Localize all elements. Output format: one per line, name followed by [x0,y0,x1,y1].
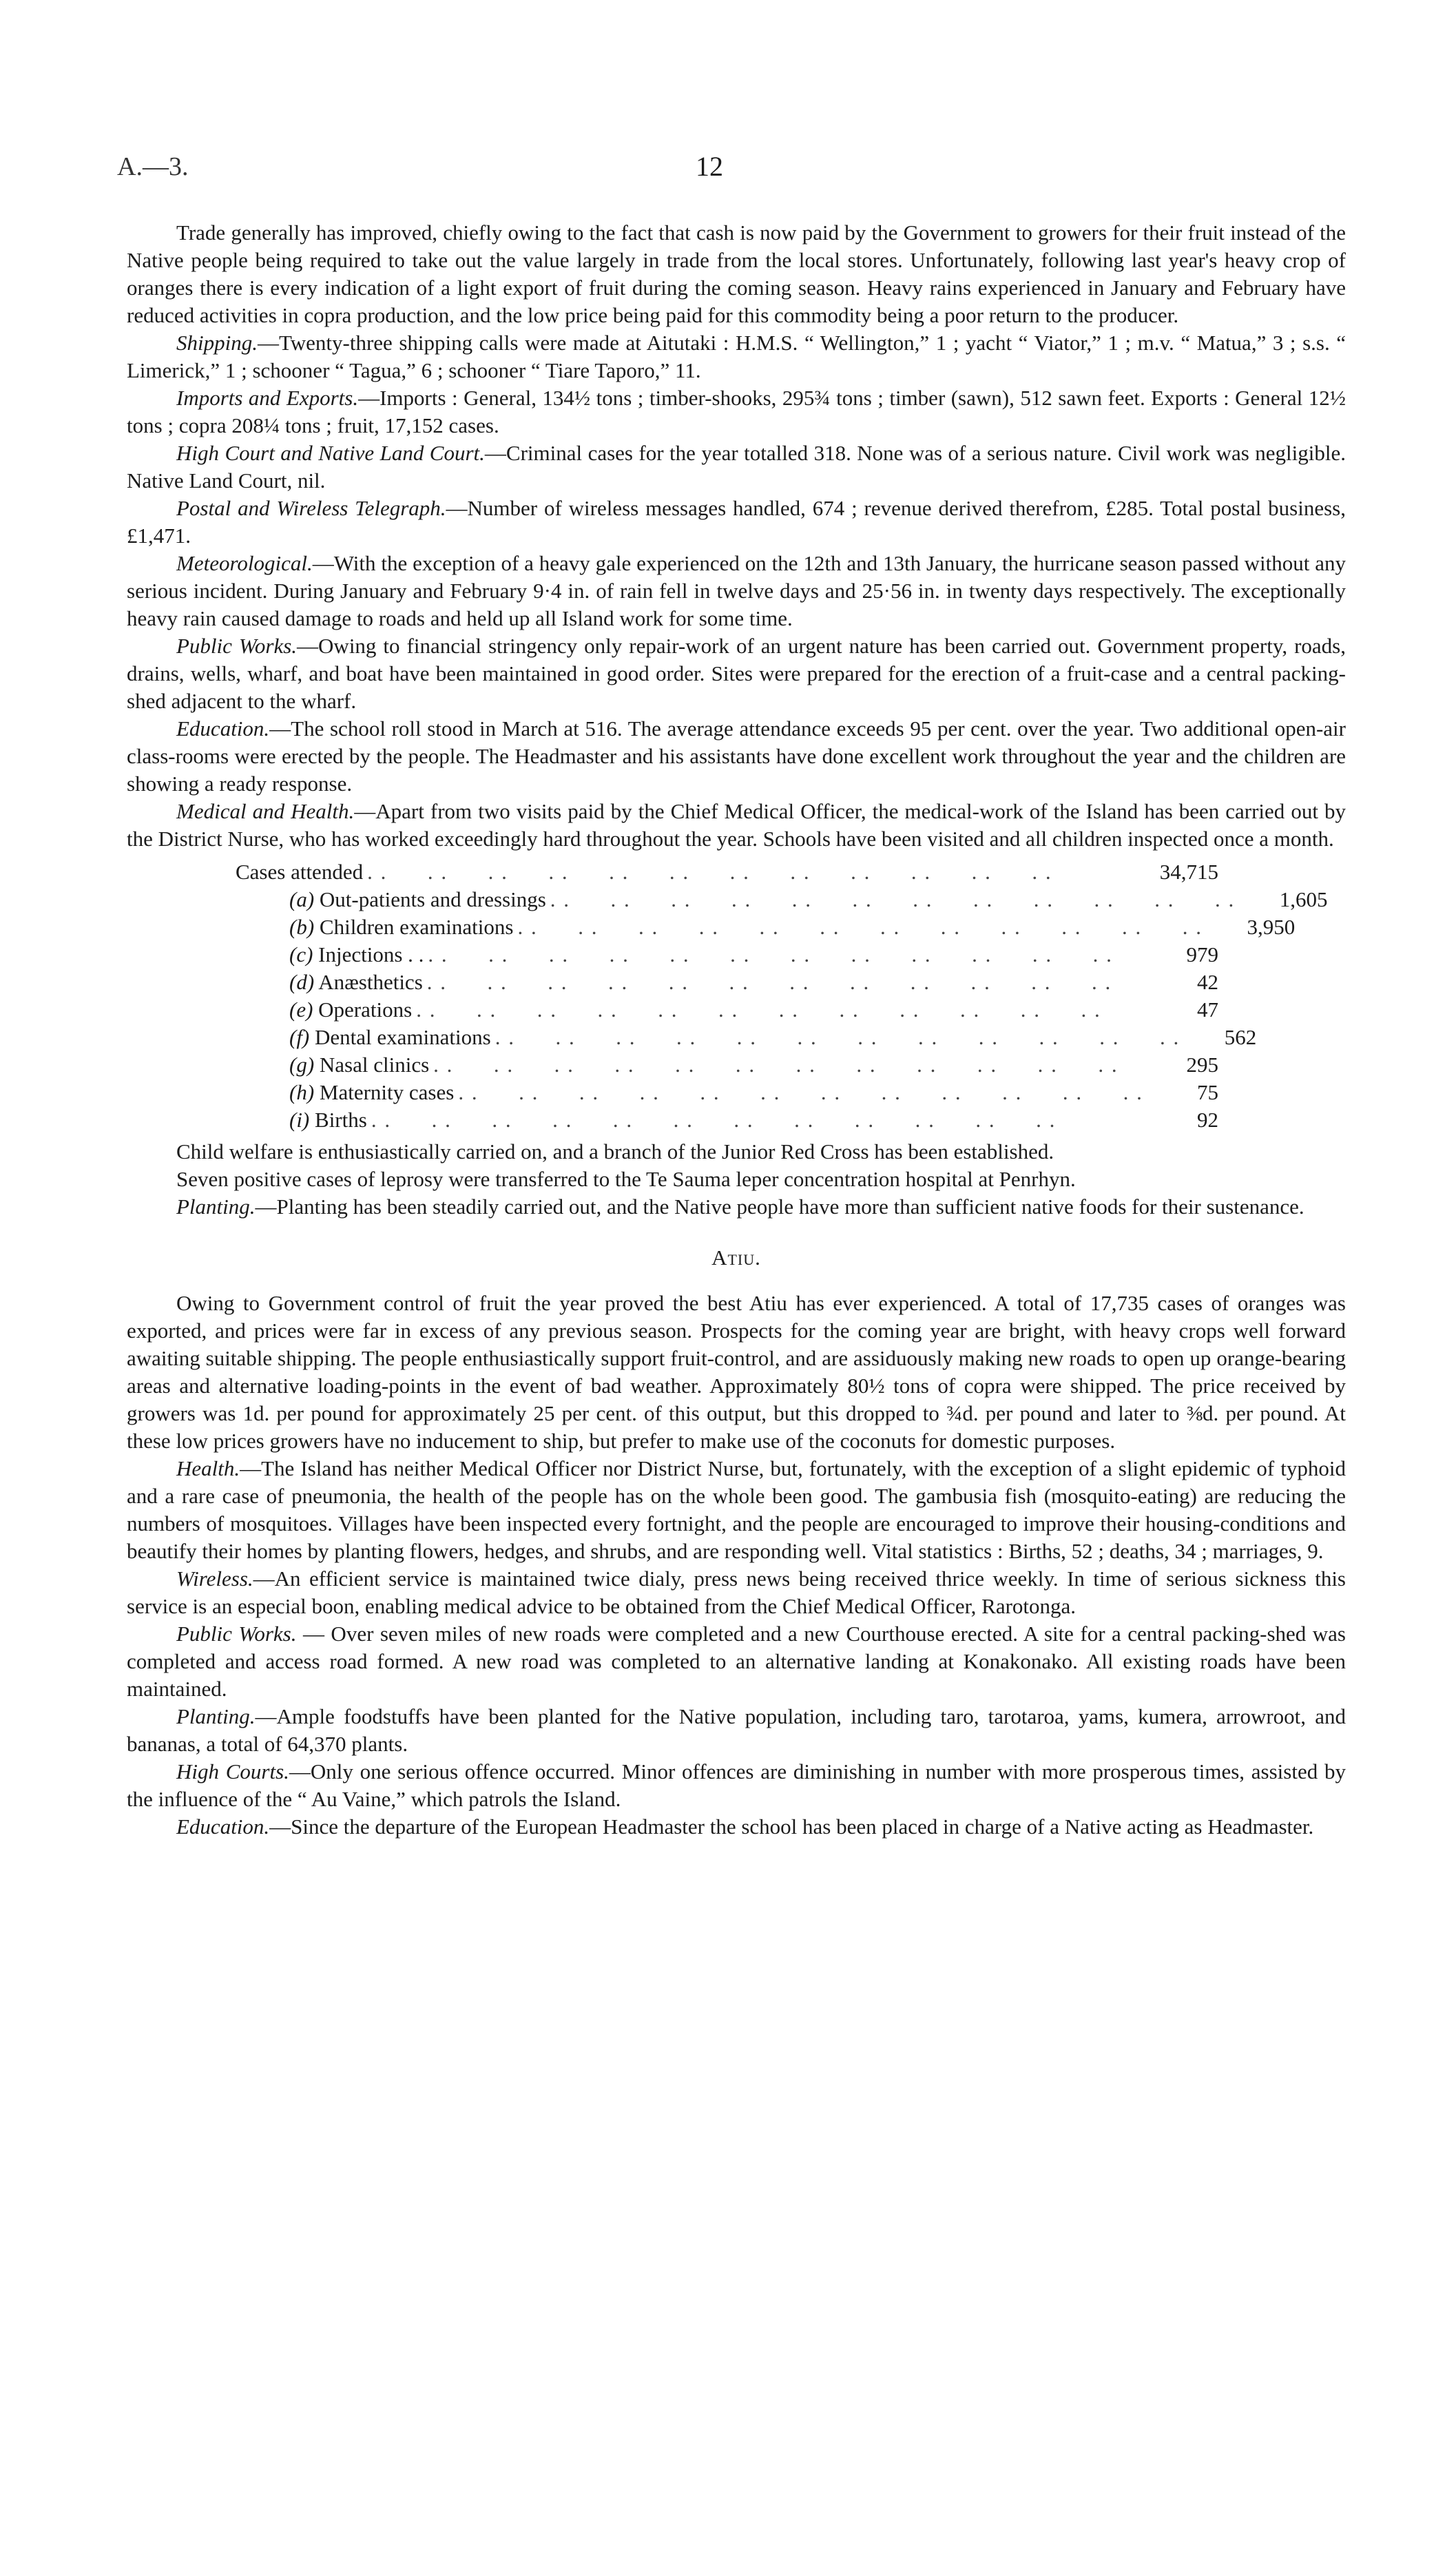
atiu-courts-text: —Only one serious offence occurred. Minor offences are diminishing in number with more prosperous times, assisted by the influence of the “ Au Vaine,” which patrols the Island. [127,1759,1346,1811]
case-letter: (c) [289,942,313,966]
planting-title: Planting. [176,1194,256,1219]
atiu-wireless-text: —An efficient service is maintained twice dialy, press news being received thrice weekly. In time of serious sickness this service is an especial boon, enabling medical advice to be obtained from the Chief Medical Officer, Rarotonga. [127,1566,1346,1618]
atiu-planting-text: —Ample foodstuffs have been planted for the Native population, including taro, tarotaroa, yams, kumera, arrowroot, and bananas, a total of 64,370 plants. [127,1704,1346,1756]
cases-total-row: Cases attended . . . . . . . . . . . . . . . . . . . . . . . . 34,715 [127,858,1218,886]
case-text: Children examinations [319,915,514,939]
trade-paragraph: Trade generally has improved, chiefly owing to the fact that cash is now paid by the Government to growers for their fruit instead of the Native people being required to take out the value largely in trade from the local stores. Unfortunately, following last year's heavy crop of oranges there is every indication of a light export of fruit during the coming season. Heavy rains experienced in January and February have reduced activities in copra production, and the low price being paid for this commodity being a poor return to the producer. [127,220,1346,327]
planting-text: —Planting has been steadily carried out, and the Native people have more than sufficient native foods for their sustenance. [255,1194,1304,1219]
medical-text: —Apart from two visits paid by the Chief Medical Officer, the medical-work of the Island has been carried out by the District Nurse, who has worked exceedingly hard throughout the year. Schools have been visited and all children inspected once a month. [127,799,1346,851]
atiu-planting-title: Planting. [176,1704,256,1728]
medical-title: Medical and Health. [176,799,355,823]
education-paragraph [127,715,1346,798]
case-value: 295 [1186,1053,1218,1077]
case-letter: (g) [289,1053,315,1077]
page-number: 12 [696,151,723,182]
medical-paragraph [127,798,1346,853]
case-value: 1,605 [1279,887,1328,911]
imports-paragraph [127,384,1346,439]
education-title: Education. [176,716,270,741]
document-reference: A.—3. [117,152,189,181]
case-label [289,1079,454,1106]
leprosy-paragraph: Seven positive cases of leprosy were transferred to the Te Sauma leper concentration hospital at Penrhyn. [176,1167,1076,1191]
case-row: (e) Operations . . . . . . . . . . . . . . . . . . . . . . . . 47 [127,996,1218,1024]
atiu-works-text: — Over seven miles of new roads were completed and a new Courthouse erected. A site for a central packing-shed was completed and access road formed. A new road was completed to an alternative landing at Konakonako. All existing roads have been maintained. [127,1622,1346,1701]
case-text: Dental examinations [315,1025,491,1049]
case-text: Nasal clinics [319,1053,430,1077]
case-label [289,941,424,969]
cases-total-value: 34,715 [1159,860,1218,884]
atiu-wireless-title: Wireless. [176,1566,253,1591]
case-label [289,886,546,913]
case-label [289,969,423,996]
atiu-education-text: —Since the departure of the European Headmaster the school has been placed in charge of a Native acting as Headmaster. [269,1814,1314,1839]
planting-paragraph [127,1193,1346,1221]
court-text: —Criminal cases for the year totalled 318. None was of a serious nature. Civil work was negligible. Native Land Court, nil. [127,441,1346,493]
case-value: 47 [1197,997,1218,1022]
case-label [289,996,412,1024]
case-row: (h) Maternity cases . . . . . . . . . . . . . . . . . . . . . . . . 75 [127,1079,1218,1106]
atiu-wireless-paragraph [127,1565,1346,1620]
court-paragraph [127,439,1346,495]
cases-total-label: Cases attended [236,860,364,884]
case-row: (i) Births . . . . . . . . . . . . . . . . . . . . . . . . 92 [127,1106,1218,1134]
case-label [289,1051,429,1079]
case-row: (g) Nasal clinics . . . . . . . . . . . . . . . . . . . . . . . . 295 [127,1051,1218,1079]
atiu-health-text: —The Island has neither Medical Officer nor District Nurse, but, fortunately, with the exception of a slight epidemic of typhoid and a rare case of pneumonia, the health of the people has on the whole been good. The gambusia fish (mosquito-eating) are reducing the numbers of mosquitoes. Villages have been inspected every fortnight, and the people are encouraged to improve their housing-conditions and beautify their homes by planting flowers, hedges, and shrubs, and are responding well. Vital statistics : Births, 52 ; deaths, 34 ; marriages, 9. [127,1456,1346,1563]
cases-table [127,858,1328,1134]
public-works-title: Public Works. [176,634,298,658]
postal-paragraph [127,495,1346,550]
atiu-education-title: Education. [176,1814,270,1839]
case-text: Injections . . [318,942,424,966]
case-value: 3,950 [1247,915,1296,939]
case-value: 979 [1186,942,1218,966]
atiu-courts-title: High Courts. [176,1759,289,1783]
postal-text: —Number of wireless messages handled, 674 ; revenue derived therefrom, £285. Total postal business, £1,471. [127,496,1346,548]
public-works-paragraph [127,632,1346,715]
meteorological-paragraph [127,550,1346,632]
atiu-works-title: Public Works. [176,1622,297,1646]
meteorological-title: Meteorological. [176,551,313,575]
case-row: (f) Dental examinations . . . . . . . . . . . . . . . . . . . . . . . . 562 [127,1024,1218,1051]
case-row: (c) Injections . . . . . . . . . . . . . . . . . . . . . . . . . . 979 [127,941,1218,969]
education-text: —The school roll stood in March at 516. The average attendance exceeds 95 per cent. over the year. Two additional open-air class-rooms were erected by the people. The Headmaster and his assistants have done excellent work throughout the year and the children are showing a ready response. [127,716,1346,796]
case-letter: (d) [289,970,315,994]
shipping-paragraph [127,329,1346,384]
shipping-text: —Twenty-three shipping calls were made at Aitutaki : H.M.S. “ Wellington,” 1 ; yacht “ Viator,” 1 ; m.v. “ Matua,” 3 ; s.s. “ Limerick,” 1 ; schooner “ Tagua,” 6 ; schooner “ Tiare Taporo,” 11. [127,331,1346,382]
public-works-text: —Owing to financial stringency only repair-work of an urgent nature has been carried out. Government property, roads, drains, wells, wharf, and boat have been maintained in good order. Sites were prepared for the erection of a fruit-case and a central packing-shed adjacent to the wharf. [127,634,1346,713]
shipping-title: Shipping. [176,331,258,355]
atiu-health-paragraph [127,1455,1346,1565]
case-letter: (e) [289,997,313,1022]
case-row: (d) Anæsthetics . . . . . . . . . . . . . . . . . . . . . . . . 42 [127,969,1218,996]
case-value: 92 [1197,1108,1218,1132]
imports-title: Imports and Exports. [176,386,359,410]
case-value: 42 [1197,970,1218,994]
case-value: 562 [1224,1025,1257,1049]
case-value: 75 [1197,1080,1218,1104]
case-letter: (i) [289,1108,310,1132]
court-title: High Court and Native Land Court. [176,441,485,465]
case-text: Out-patients and dressings [319,887,546,911]
case-letter: (a) [289,887,315,911]
case-label [289,913,513,941]
case-letter: (f) [289,1025,310,1049]
case-text: Maternity cases [319,1080,455,1104]
case-text: Operations [318,997,413,1022]
case-label [289,1024,491,1051]
atiu-heading: Atiu. [711,1245,761,1270]
case-row: (b) Children examinations . . . . . . . . . . . . . . . . . . . . . . . . 3,950 [127,913,1218,941]
case-letter: (b) [289,915,315,939]
meteorological-text: —With the exception of a heavy gale experienced on the 12th and 13th January, the hurricane season passed without any serious incident. During January and February 9·4 in. of rain fell in twelve days and 25·56 in. in twenty days respectively. The exceptionally heavy rain caused damage to roads and held up all Island work for some time. [127,551,1346,630]
welfare-paragraph: Child welfare is enthusiastically carried on, and a branch of the Junior Red Cross has been established. [176,1139,1054,1163]
document-body [127,219,1346,1841]
case-rows [127,886,1328,1134]
atiu-courts-paragraph [127,1758,1346,1813]
atiu-planting-paragraph [127,1703,1346,1758]
case-letter: (h) [289,1080,315,1104]
atiu-works-paragraph [127,1620,1346,1703]
postal-title: Postal and Wireless Telegraph. [176,496,446,520]
atiu-education-paragraph [127,1813,1346,1841]
atiu-intro-paragraph: Owing to Government control of fruit the year proved the best Atiu has ever experienced. A total of 17,735 cases of oranges was exported, and prices were far in excess of any previous season. Prospects for the coming year are bright, with heavy crops well forward awaiting suitable shipping. The people enthusiastically support fruit-control, and are assiduously making new roads to open up orange-bearing areas and alternative loading-points in the event of bad weather. Approximately 80½ tons of copra were shipped. The price received by growers was 1d. per pound for approximately 25 per cent. of this output, but this dropped to ¾d. per pound and later to ⅜d. per pound. At these low prices growers have no inducement to ship, but prefer to make use of the coconuts for domestic purposes. [127,1291,1346,1453]
imports-text: —Imports : General, 134½ tons ; timber-shooks, 295¾ tons ; timber (sawn), 512 sawn feet. Exports : General 12½ tons ; copra 208¼ tons ; fruit, 17,152 cases. [127,386,1346,437]
case-row: (a) Out-patients and dressings . . . . . . . . . . . . . . . . . . . . . . . . 1,605 [127,886,1218,913]
case-text: Anæsthetics [318,970,423,994]
atiu-health-title: Health. [176,1456,240,1480]
case-text: Births [315,1108,367,1132]
case-label [289,1106,367,1134]
